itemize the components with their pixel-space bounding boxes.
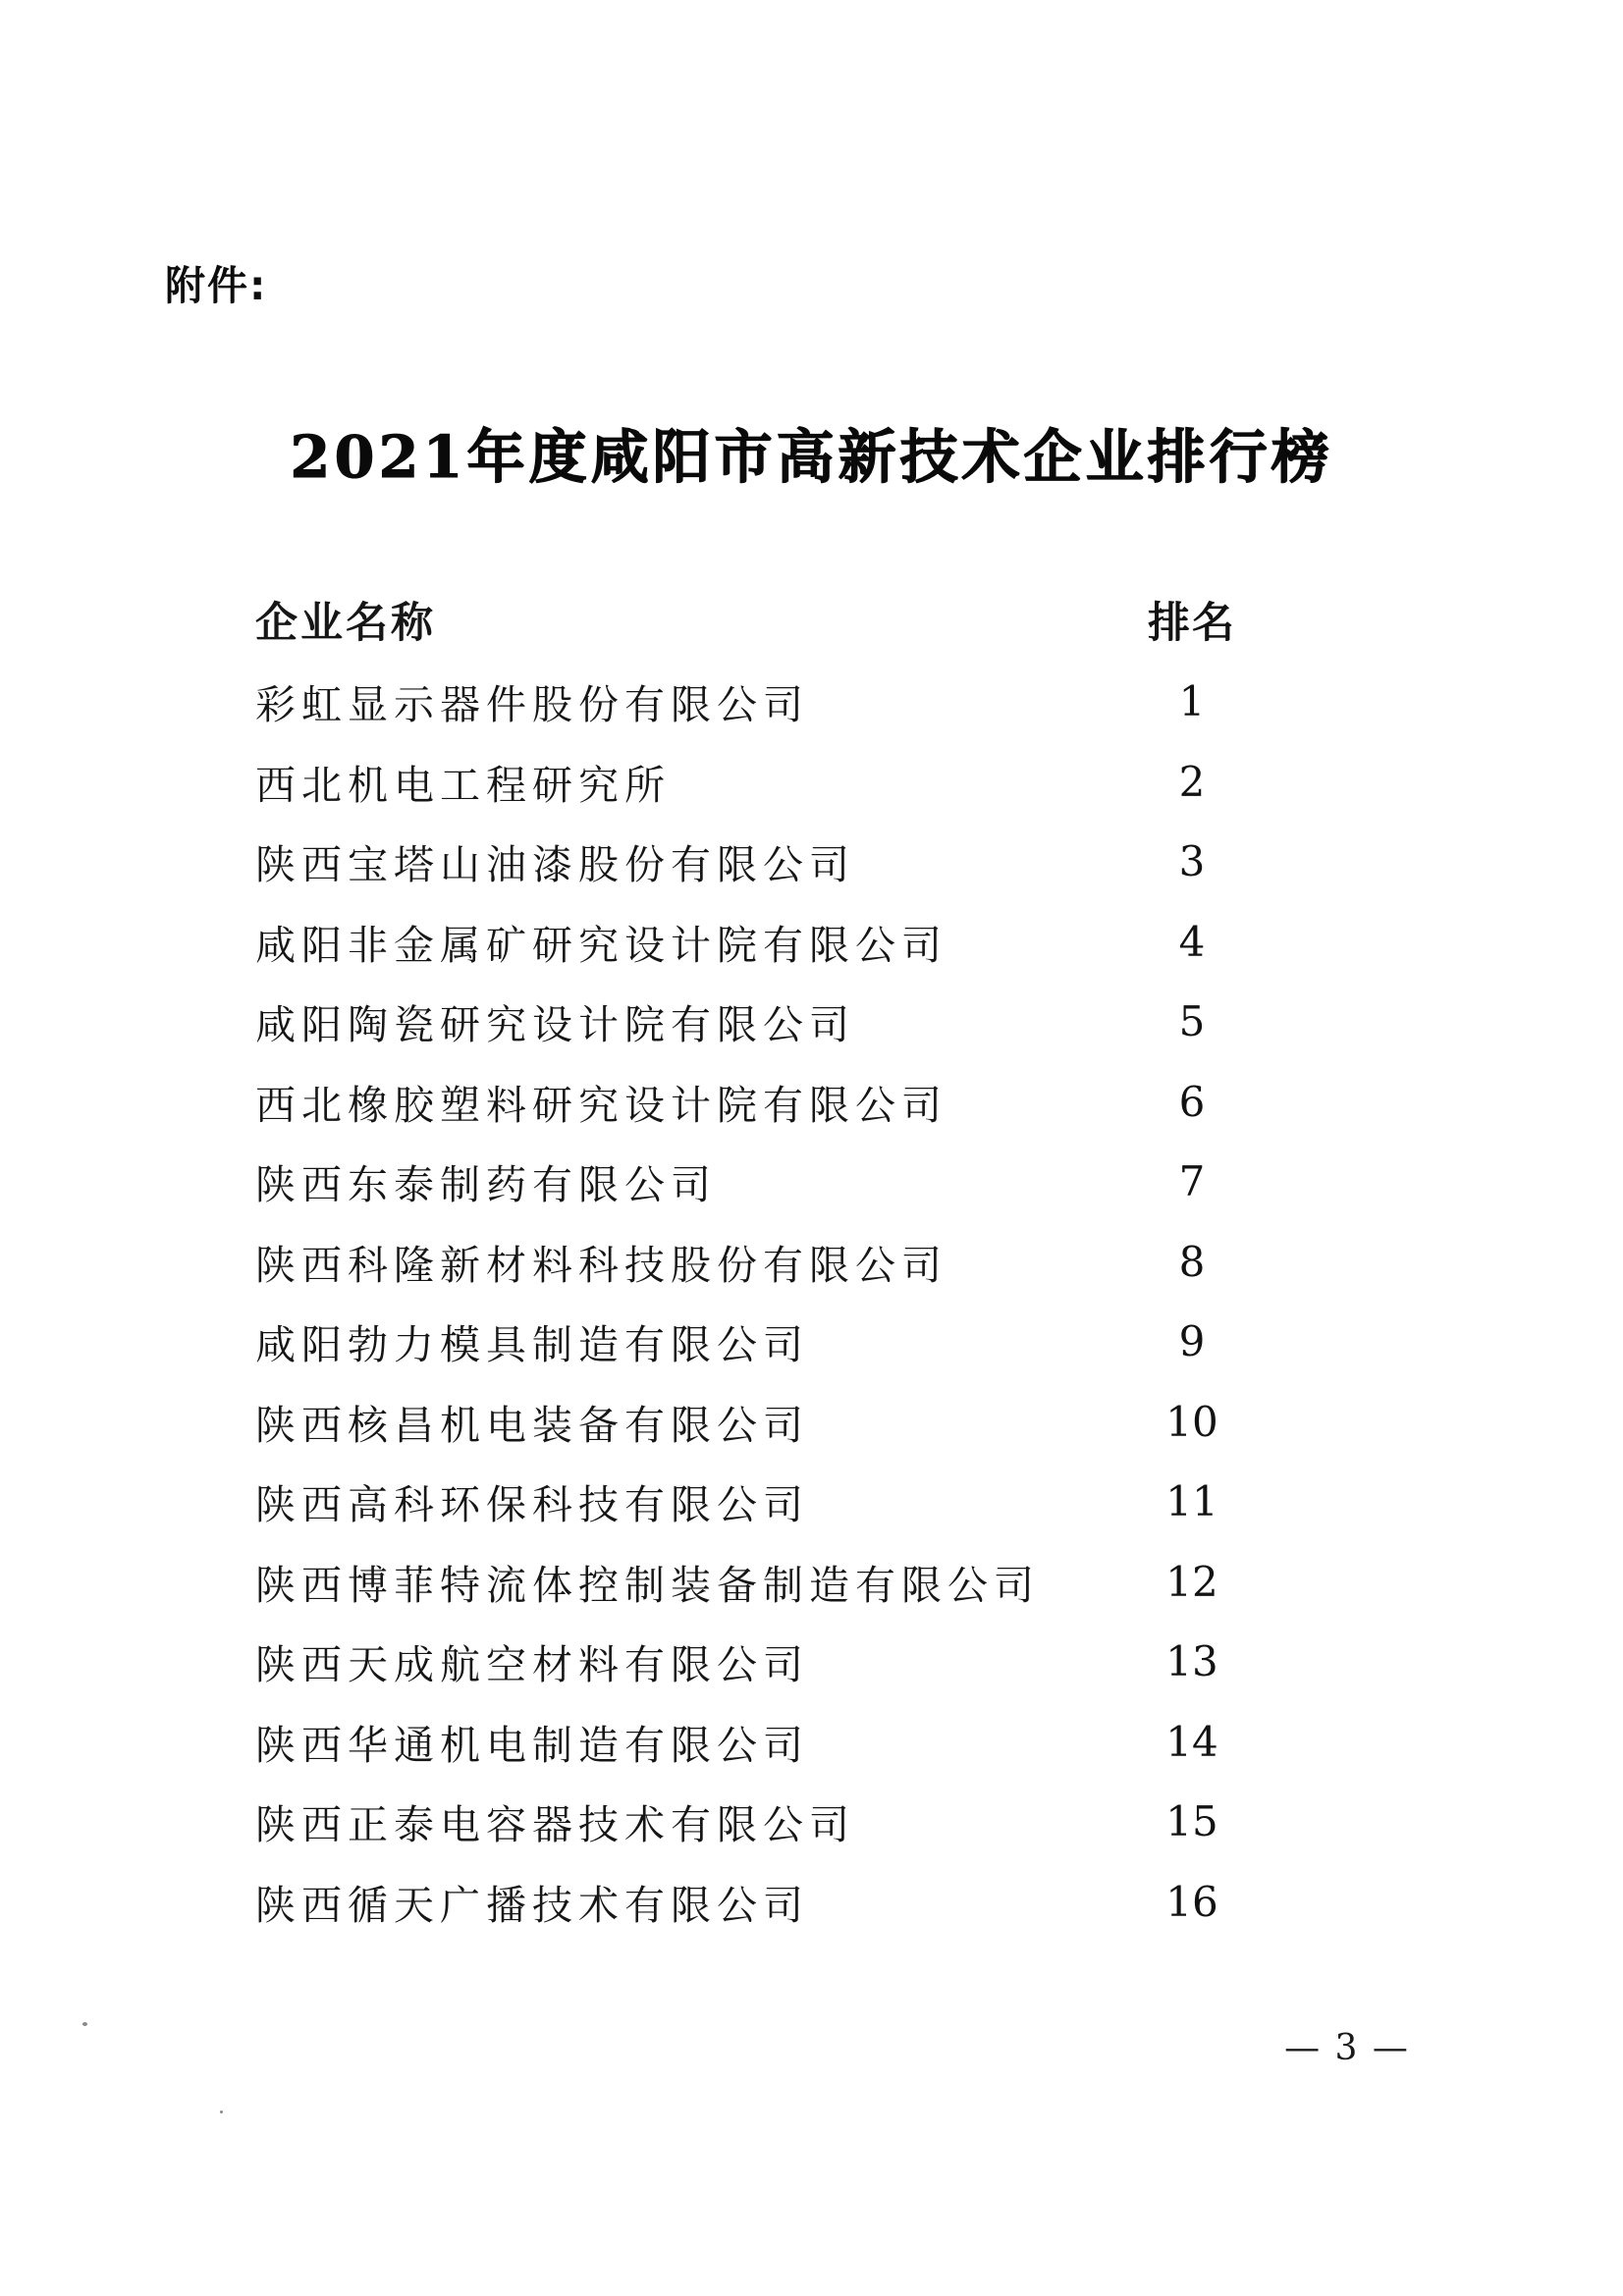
table-row <box>0 662 1623 742</box>
company-name: 西北橡胶塑料研究设计院有限公司 <box>255 1081 947 1129</box>
column-header-rank: 排名 <box>1148 598 1236 648</box>
table-row <box>0 1622 1623 1702</box>
table-row <box>0 1782 1623 1862</box>
company-rank: 10 <box>1165 1397 1218 1446</box>
table-row <box>0 982 1623 1062</box>
table-body <box>0 662 1623 1942</box>
table-row <box>0 1062 1623 1143</box>
company-rank: 6 <box>1178 1077 1206 1126</box>
company-rank: 1 <box>1178 677 1206 726</box>
table-header-row <box>0 589 1623 650</box>
column-header-company-name: 企业名称 <box>255 598 436 648</box>
page-number: — 3 — <box>1284 2028 1410 2068</box>
company-name: 西北机电工程研究所 <box>255 761 671 809</box>
company-rank: 5 <box>1178 997 1206 1046</box>
company-name: 陕西宝塔山油漆股份有限公司 <box>255 841 855 889</box>
scan-speck <box>220 2110 223 2113</box>
company-rank: 12 <box>1165 1557 1218 1606</box>
company-name: 咸阳陶瓷研究设计院有限公司 <box>255 1001 855 1049</box>
table-row <box>0 1382 1623 1463</box>
company-rank: 9 <box>1178 1317 1206 1366</box>
company-name: 陕西正泰电容器技术有限公司 <box>255 1801 855 1849</box>
company-rank: 3 <box>1178 837 1206 886</box>
company-name: 陕西博菲特流体控制装备制造有限公司 <box>255 1561 1040 1609</box>
company-name: 陕西核昌机电装备有限公司 <box>255 1401 809 1449</box>
table-row <box>0 1222 1623 1303</box>
company-rank: 7 <box>1178 1157 1206 1206</box>
company-name: 陕西东泰制药有限公司 <box>255 1161 717 1209</box>
attachment-label: 附件: <box>165 262 268 309</box>
table-row <box>0 742 1623 823</box>
company-rank: 16 <box>1165 1877 1218 1926</box>
company-rank: 4 <box>1178 917 1206 966</box>
table-row <box>0 902 1623 983</box>
company-name: 咸阳勃力模具制造有限公司 <box>255 1321 809 1369</box>
company-name: 咸阳非金属矿研究设计院有限公司 <box>255 921 947 969</box>
company-rank: 15 <box>1165 1797 1218 1846</box>
table-row <box>0 822 1623 902</box>
company-name: 陕西高科环保科技有限公司 <box>255 1481 809 1529</box>
company-rank: 14 <box>1165 1717 1218 1766</box>
company-name: 陕西华通机电制造有限公司 <box>255 1721 809 1769</box>
company-rank: 11 <box>1165 1477 1218 1526</box>
company-name: 陕西天成航空材料有限公司 <box>255 1641 809 1689</box>
table-row <box>0 1462 1623 1542</box>
table-row <box>0 1542 1623 1623</box>
company-rank: 13 <box>1165 1637 1218 1686</box>
scan-speck <box>82 2022 87 2026</box>
company-rank: 2 <box>1178 757 1206 806</box>
table-row <box>0 1702 1623 1783</box>
page-title: 2021年度咸阳市高新技术企业排行榜 <box>290 423 1333 491</box>
company-rank: 8 <box>1178 1237 1206 1286</box>
table-row <box>0 1862 1623 1943</box>
company-name: 彩虹显示器件股份有限公司 <box>255 681 809 729</box>
table-row <box>0 1142 1623 1222</box>
company-name: 陕西循天广播技术有限公司 <box>255 1881 809 1929</box>
company-name: 陕西科隆新材料科技股份有限公司 <box>255 1241 947 1289</box>
table-row <box>0 1302 1623 1382</box>
